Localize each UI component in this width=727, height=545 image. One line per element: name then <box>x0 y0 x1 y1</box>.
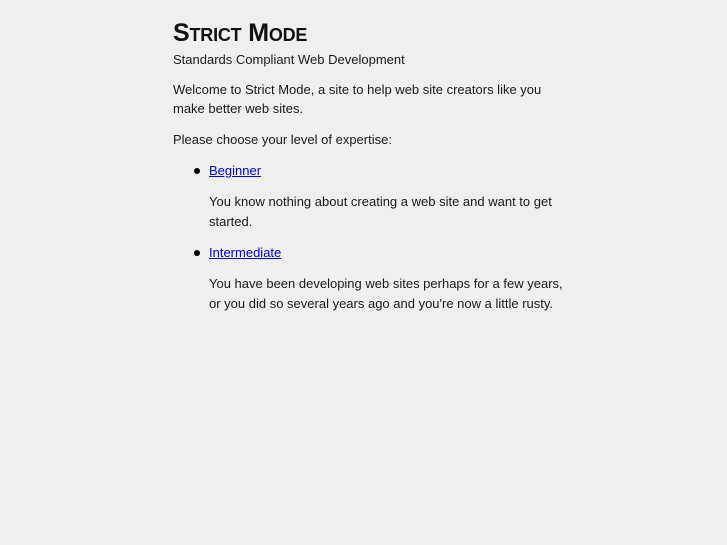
expertise-prompt: Please choose your level of expertise: <box>173 132 392 147</box>
intermediate-description: You have been developing web sites perhaps for a few years, or you did so several years ago and you're now a little rusty. <box>209 276 563 311</box>
beginner-link[interactable]: Beginner <box>209 163 262 178</box>
list-item-intermediate <box>209 243 563 313</box>
beginner-description: You know nothing about creating a web site and want to get started. <box>209 194 552 229</box>
intro-text: Welcome to Strict Mode, a site to help web site creators like you make better web sites. <box>173 82 542 116</box>
site-title: Strict Mode <box>173 19 308 47</box>
page-content <box>173 18 563 325</box>
bullet-icon <box>194 168 200 174</box>
expertise-level-list <box>173 161 563 313</box>
site-tagline: Standards Compliant Web Development <box>173 52 405 67</box>
list-item-beginner <box>209 161 563 231</box>
intermediate-link[interactable]: Intermediate <box>209 245 282 260</box>
bullet-icon <box>194 250 200 256</box>
